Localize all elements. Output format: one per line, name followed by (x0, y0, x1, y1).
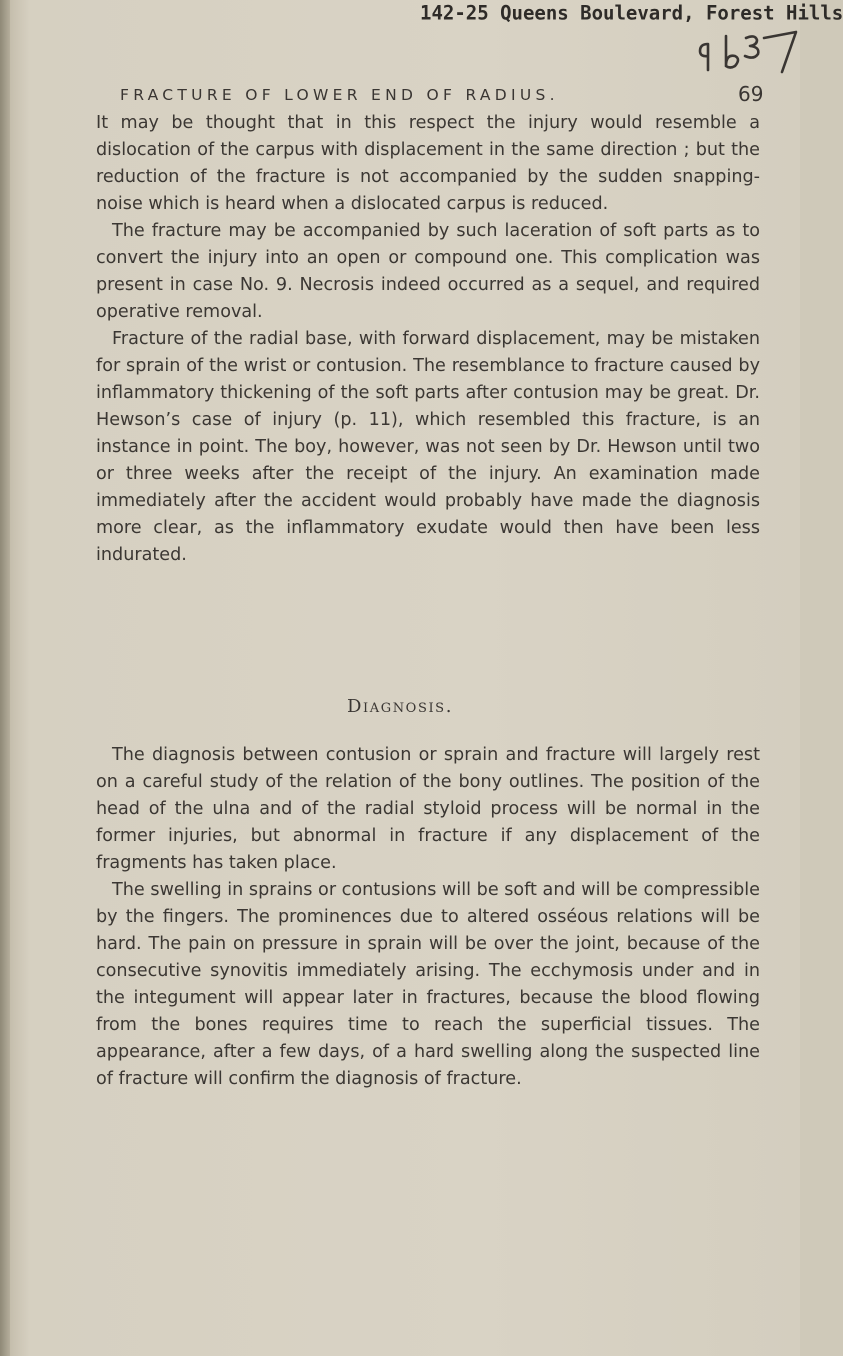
paragraph: The diagnosis between contusion or sprain and fracture will largely rest on a careful study of the relation of the bony outlines. The position of the head of the ulna and of the radial styloid process will be normal in the former injuries, but abnormal in fracture if any displacement of the fragments has taken place. (96, 745, 760, 873)
body-text-diagnosis (96, 742, 760, 1093)
paragraph: It may be thought that in this respect the injury would resemble a dislocation of the carpus with displacement in the same direction ; but the reduction of the fracture is not accompanied by the sudden snapping-noise which is heard when a dislocated carpus is reduced. (96, 113, 760, 214)
body-text-before-heading (96, 110, 760, 569)
page-number: 69 (738, 82, 764, 106)
handwritten-call-number (692, 28, 800, 74)
section-heading-text: Diagnosis. (346, 696, 454, 717)
page-gutter-shadow (0, 0, 10, 1356)
paragraph: The fracture may be accompanied by such laceration of soft parts as to convert the injury into an open or compound one. This complication was present in case No. 9. Necrosis indeed occurred as a sequel, and required operative removal. (96, 221, 760, 322)
library-stamp: 142-25 Queens Boulevard, Forest Hills (420, 1, 843, 25)
paragraph: Fracture of the radial base, with forward displacement, may be mistaken for sprain of the wrist or contusion. The resemblance to fracture caused by inflammatory thickening of the soft parts after contusion may be great. Dr. Hewson’s case of injury (p. 11), which resembled this fracture, is an instance in point. The boy, however, was not seen by Dr. Hewson until two or three weeks after the receipt of the injury. An examination made immediately after the accident would probably have made the diagnosis more clear, as the inflammatory exudate would then have been less indurated. (96, 329, 760, 565)
section-heading-diagnosis (0, 696, 800, 717)
paragraph: The swelling in sprains or contusions will be soft and will be compressible by the fingers. The prominences due to altered osséous relations will be hard. The pain on pressure in sprain will be over the joint, because of the consecutive synovitis immediately arising. The ecchymosis under and in the integument will appear later in fractures, because the blood flowing from the bones requires time to reach the superficial tissues. The appearance, after a few days, of a hard swelling along the suspected line of fracture will confirm the diagnosis of fracture. (96, 880, 760, 1089)
running-title: FRACTURE OF LOWER END OF RADIUS. (120, 86, 559, 104)
